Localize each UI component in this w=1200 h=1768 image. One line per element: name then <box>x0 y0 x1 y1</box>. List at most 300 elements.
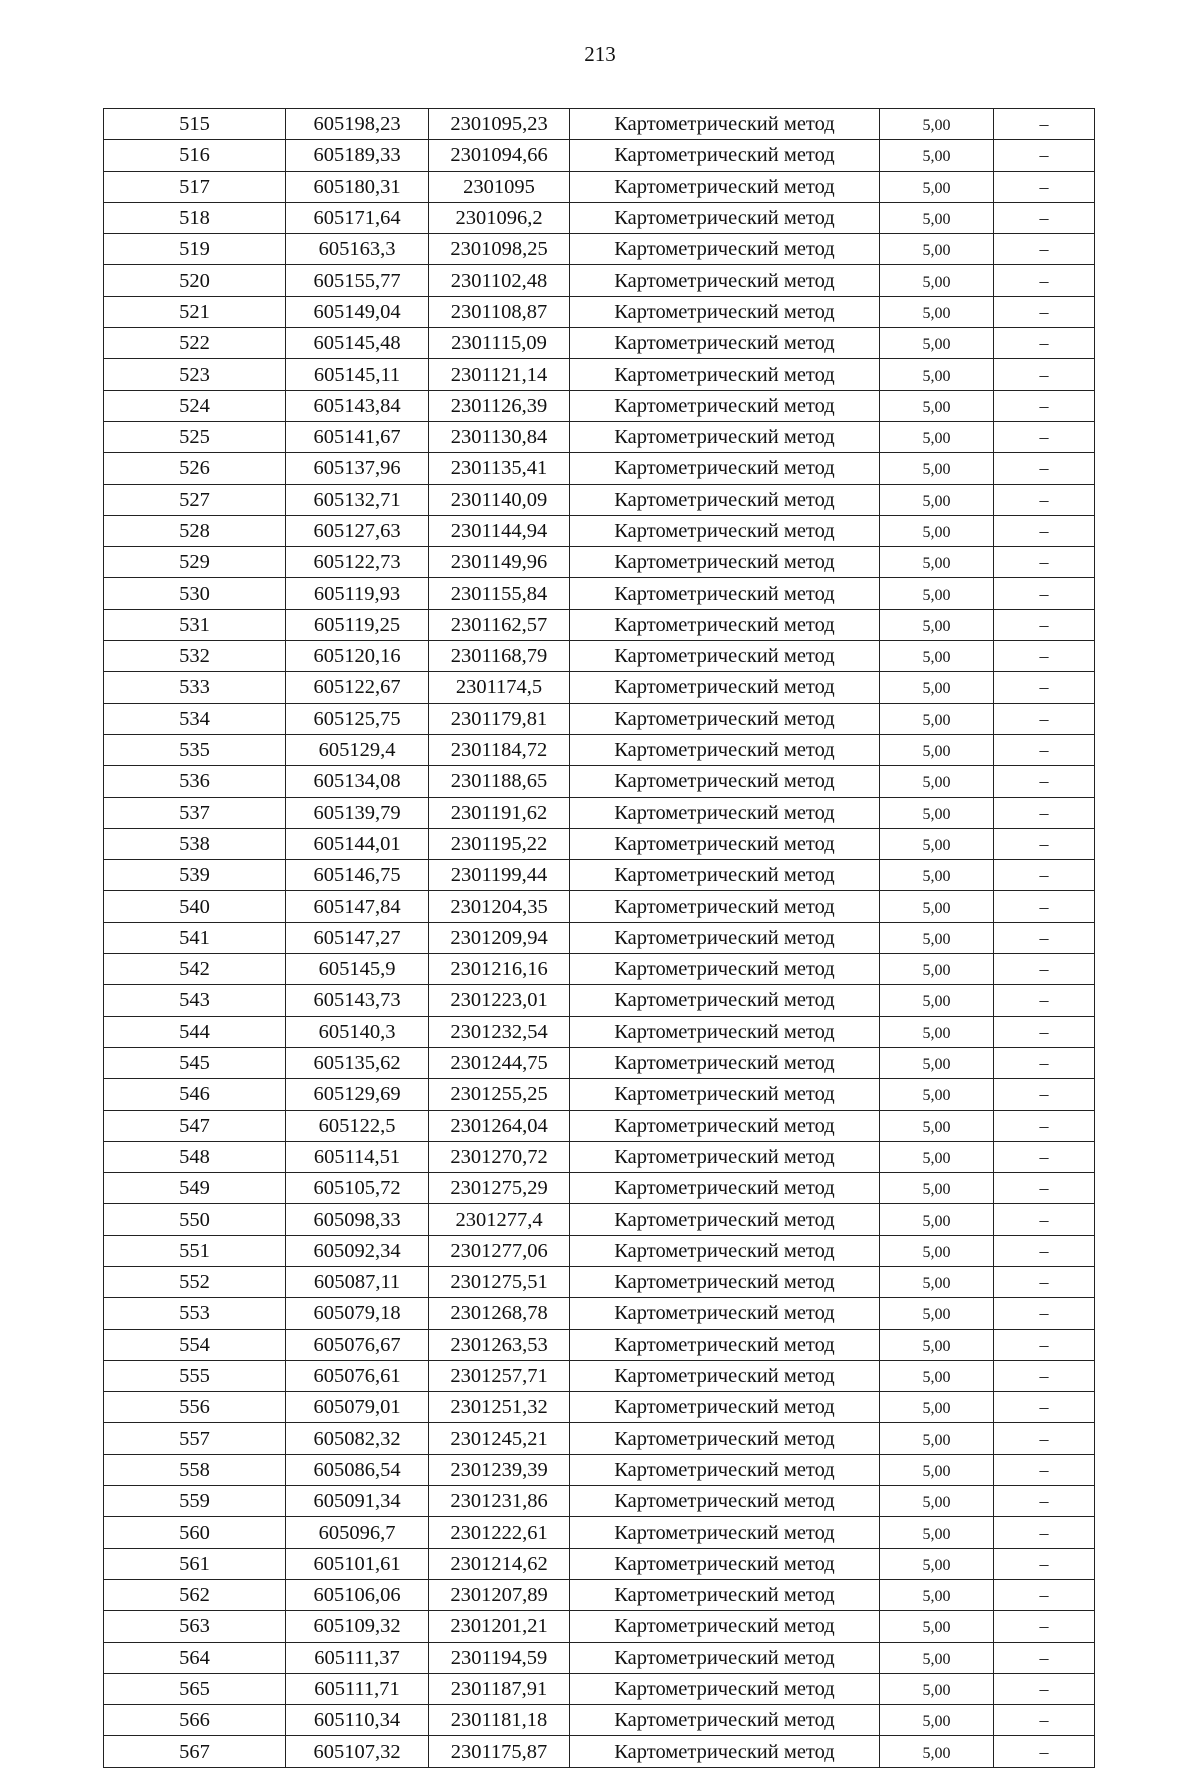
method-cell: Картометрический метод <box>570 1266 880 1297</box>
note-cell: – <box>994 1454 1095 1485</box>
accuracy-cell: 5,00 <box>880 1266 994 1297</box>
y-coordinate-cell: 2301115,09 <box>429 328 570 359</box>
y-coordinate-cell: 2301263,53 <box>429 1329 570 1360</box>
y-coordinate-cell: 2301270,72 <box>429 1141 570 1172</box>
note-cell: – <box>994 1517 1095 1548</box>
point-number-cell: 530 <box>104 578 286 609</box>
table-row <box>104 109 1095 140</box>
y-coordinate-cell: 2301098,25 <box>429 234 570 265</box>
accuracy-cell: 5,00 <box>880 1298 994 1329</box>
accuracy-cell: 5,00 <box>880 922 994 953</box>
table-row <box>104 922 1095 953</box>
y-coordinate-cell: 2301255,25 <box>429 1079 570 1110</box>
point-number-cell: 565 <box>104 1673 286 1704</box>
accuracy-cell: 5,00 <box>880 1392 994 1423</box>
y-coordinate-cell: 2301209,94 <box>429 922 570 953</box>
table-row <box>104 985 1095 1016</box>
method-cell: Картометрический метод <box>570 171 880 202</box>
accuracy-cell: 5,00 <box>880 296 994 327</box>
note-cell: – <box>994 453 1095 484</box>
table-row <box>104 1047 1095 1078</box>
x-coordinate-cell: 605125,75 <box>286 703 429 734</box>
table-row <box>104 171 1095 202</box>
x-coordinate-cell: 605189,33 <box>286 140 429 171</box>
x-coordinate-cell: 605119,93 <box>286 578 429 609</box>
accuracy-cell: 5,00 <box>880 1110 994 1141</box>
point-number-cell: 523 <box>104 359 286 390</box>
point-number-cell: 562 <box>104 1579 286 1610</box>
note-cell: – <box>994 766 1095 797</box>
y-coordinate-cell: 2301191,62 <box>429 797 570 828</box>
y-coordinate-cell: 2301257,71 <box>429 1360 570 1391</box>
accuracy-cell: 5,00 <box>880 1673 994 1704</box>
method-cell: Картометрический метод <box>570 1423 880 1454</box>
y-coordinate-cell: 2301108,87 <box>429 296 570 327</box>
point-number-cell: 515 <box>104 109 286 140</box>
note-cell: – <box>994 1423 1095 1454</box>
point-number-cell: 544 <box>104 1016 286 1047</box>
method-cell: Картометрический метод <box>570 1486 880 1517</box>
x-coordinate-cell: 605091,34 <box>286 1486 429 1517</box>
method-cell: Картометрический метод <box>570 453 880 484</box>
accuracy-cell: 5,00 <box>880 1486 994 1517</box>
accuracy-cell: 5,00 <box>880 1173 994 1204</box>
note-cell: – <box>994 1266 1095 1297</box>
table-row <box>104 672 1095 703</box>
table-row <box>104 1705 1095 1736</box>
point-number-cell: 524 <box>104 390 286 421</box>
note-cell: – <box>994 484 1095 515</box>
table-row <box>104 453 1095 484</box>
accuracy-cell: 5,00 <box>880 891 994 922</box>
table-row <box>104 1360 1095 1391</box>
point-number-cell: 541 <box>104 922 286 953</box>
accuracy-cell: 5,00 <box>880 1517 994 1548</box>
method-cell: Картометрический метод <box>570 359 880 390</box>
x-coordinate-cell: 605098,33 <box>286 1204 429 1235</box>
method-cell: Картометрический метод <box>570 954 880 985</box>
point-number-cell: 527 <box>104 484 286 515</box>
note-cell: – <box>994 328 1095 359</box>
y-coordinate-cell: 2301096,2 <box>429 202 570 233</box>
method-cell: Картометрический метод <box>570 484 880 515</box>
table-row <box>104 1173 1095 1204</box>
method-cell: Картометрический метод <box>570 1204 880 1235</box>
note-cell: – <box>994 547 1095 578</box>
accuracy-cell: 5,00 <box>880 828 994 859</box>
x-coordinate-cell: 605111,71 <box>286 1673 429 1704</box>
point-number-cell: 540 <box>104 891 286 922</box>
method-cell: Картометрический метод <box>570 734 880 765</box>
y-coordinate-cell: 2301102,48 <box>429 265 570 296</box>
table-row <box>104 547 1095 578</box>
point-number-cell: 535 <box>104 734 286 765</box>
note-cell: – <box>994 1548 1095 1579</box>
y-coordinate-cell: 2301264,04 <box>429 1110 570 1141</box>
x-coordinate-cell: 605122,67 <box>286 672 429 703</box>
y-coordinate-cell: 2301223,01 <box>429 985 570 1016</box>
accuracy-cell: 5,00 <box>880 1204 994 1235</box>
x-coordinate-cell: 605141,67 <box>286 421 429 452</box>
accuracy-cell: 5,00 <box>880 265 994 296</box>
table-row <box>104 1298 1095 1329</box>
accuracy-cell: 5,00 <box>880 578 994 609</box>
x-coordinate-cell: 605145,9 <box>286 954 429 985</box>
y-coordinate-cell: 2301195,22 <box>429 828 570 859</box>
y-coordinate-cell: 2301268,78 <box>429 1298 570 1329</box>
method-cell: Картометрический метод <box>570 140 880 171</box>
x-coordinate-cell: 605163,3 <box>286 234 429 265</box>
note-cell: – <box>994 1298 1095 1329</box>
accuracy-cell: 5,00 <box>880 1642 994 1673</box>
accuracy-cell: 5,00 <box>880 766 994 797</box>
table-row <box>104 1642 1095 1673</box>
note-cell: – <box>994 359 1095 390</box>
accuracy-cell: 5,00 <box>880 1579 994 1610</box>
table-row <box>104 1016 1095 1047</box>
table-row <box>104 954 1095 985</box>
point-number-cell: 537 <box>104 797 286 828</box>
table-body <box>104 109 1095 1768</box>
note-cell: – <box>994 109 1095 140</box>
point-number-cell: 531 <box>104 609 286 640</box>
table-row <box>104 1611 1095 1642</box>
x-coordinate-cell: 605144,01 <box>286 828 429 859</box>
method-cell: Картометрический метод <box>570 891 880 922</box>
method-cell: Картометрический метод <box>570 547 880 578</box>
method-cell: Картометрический метод <box>570 1110 880 1141</box>
method-cell: Картометрический метод <box>570 328 880 359</box>
table-row <box>104 1141 1095 1172</box>
table-row <box>104 1517 1095 1548</box>
note-cell: – <box>994 828 1095 859</box>
accuracy-cell: 5,00 <box>880 328 994 359</box>
note-cell: – <box>994 390 1095 421</box>
method-cell: Картометрический метод <box>570 1329 880 1360</box>
y-coordinate-cell: 2301201,21 <box>429 1611 570 1642</box>
x-coordinate-cell: 605119,25 <box>286 609 429 640</box>
y-coordinate-cell: 2301175,87 <box>429 1736 570 1767</box>
x-coordinate-cell: 605114,51 <box>286 1141 429 1172</box>
note-cell: – <box>994 1642 1095 1673</box>
y-coordinate-cell: 2301184,72 <box>429 734 570 765</box>
note-cell: – <box>994 1392 1095 1423</box>
point-number-cell: 555 <box>104 1360 286 1391</box>
y-coordinate-cell: 2301194,59 <box>429 1642 570 1673</box>
table-row <box>104 421 1095 452</box>
note-cell: – <box>994 1486 1095 1517</box>
note-cell: – <box>994 985 1095 1016</box>
x-coordinate-cell: 605132,71 <box>286 484 429 515</box>
y-coordinate-cell: 2301214,62 <box>429 1548 570 1579</box>
x-coordinate-cell: 605086,54 <box>286 1454 429 1485</box>
y-coordinate-cell: 2301144,94 <box>429 515 570 546</box>
note-cell: – <box>994 202 1095 233</box>
y-coordinate-cell: 2301095 <box>429 171 570 202</box>
point-number-cell: 539 <box>104 860 286 891</box>
note-cell: – <box>994 734 1095 765</box>
x-coordinate-cell: 605109,32 <box>286 1611 429 1642</box>
accuracy-cell: 5,00 <box>880 954 994 985</box>
method-cell: Картометрический метод <box>570 1079 880 1110</box>
accuracy-cell: 5,00 <box>880 421 994 452</box>
method-cell: Картометрический метод <box>570 609 880 640</box>
x-coordinate-cell: 605087,11 <box>286 1266 429 1297</box>
y-coordinate-cell: 2301277,06 <box>429 1235 570 1266</box>
method-cell: Картометрический метод <box>570 1673 880 1704</box>
point-number-cell: 533 <box>104 672 286 703</box>
method-cell: Картометрический метод <box>570 985 880 1016</box>
point-number-cell: 538 <box>104 828 286 859</box>
y-coordinate-cell: 2301140,09 <box>429 484 570 515</box>
table-row <box>104 1454 1095 1485</box>
y-coordinate-cell: 2301251,32 <box>429 1392 570 1423</box>
method-cell: Картометрический метод <box>570 1047 880 1078</box>
accuracy-cell: 5,00 <box>880 390 994 421</box>
accuracy-cell: 5,00 <box>880 734 994 765</box>
x-coordinate-cell: 605105,72 <box>286 1173 429 1204</box>
x-coordinate-cell: 605129,4 <box>286 734 429 765</box>
x-coordinate-cell: 605076,67 <box>286 1329 429 1360</box>
point-number-cell: 528 <box>104 515 286 546</box>
table-row <box>104 1673 1095 1704</box>
accuracy-cell: 5,00 <box>880 1611 994 1642</box>
point-number-cell: 546 <box>104 1079 286 1110</box>
x-coordinate-cell: 605171,64 <box>286 202 429 233</box>
method-cell: Картометрический метод <box>570 390 880 421</box>
method-cell: Картометрический метод <box>570 1611 880 1642</box>
accuracy-cell: 5,00 <box>880 703 994 734</box>
table-row <box>104 1392 1095 1423</box>
accuracy-cell: 5,00 <box>880 140 994 171</box>
note-cell: – <box>994 1673 1095 1704</box>
point-number-cell: 536 <box>104 766 286 797</box>
table-row <box>104 390 1095 421</box>
method-cell: Картометрический метод <box>570 1392 880 1423</box>
accuracy-cell: 5,00 <box>880 1736 994 1767</box>
method-cell: Картометрический метод <box>570 109 880 140</box>
accuracy-cell: 5,00 <box>880 1235 994 1266</box>
point-number-cell: 551 <box>104 1235 286 1266</box>
table-row <box>104 1579 1095 1610</box>
note-cell: – <box>994 1360 1095 1391</box>
y-coordinate-cell: 2301222,61 <box>429 1517 570 1548</box>
x-coordinate-cell: 605147,27 <box>286 922 429 953</box>
method-cell: Картометрический метод <box>570 797 880 828</box>
point-number-cell: 542 <box>104 954 286 985</box>
x-coordinate-cell: 605079,01 <box>286 1392 429 1423</box>
point-number-cell: 550 <box>104 1204 286 1235</box>
table-row <box>104 234 1095 265</box>
table-row <box>104 515 1095 546</box>
method-cell: Картометрический метод <box>570 1173 880 1204</box>
table-row <box>104 891 1095 922</box>
table-row <box>104 484 1095 515</box>
accuracy-cell: 5,00 <box>880 609 994 640</box>
x-coordinate-cell: 605127,63 <box>286 515 429 546</box>
y-coordinate-cell: 2301130,84 <box>429 421 570 452</box>
accuracy-cell: 5,00 <box>880 1079 994 1110</box>
point-number-cell: 552 <box>104 1266 286 1297</box>
y-coordinate-cell: 2301232,54 <box>429 1016 570 1047</box>
coordinates-table <box>103 108 1095 1768</box>
table-row <box>104 1329 1095 1360</box>
table-row <box>104 359 1095 390</box>
method-cell: Картометрический метод <box>570 1517 880 1548</box>
x-coordinate-cell: 605106,06 <box>286 1579 429 1610</box>
point-number-cell: 557 <box>104 1423 286 1454</box>
y-coordinate-cell: 2301162,57 <box>429 609 570 640</box>
note-cell: – <box>994 609 1095 640</box>
y-coordinate-cell: 2301277,4 <box>429 1204 570 1235</box>
accuracy-cell: 5,00 <box>880 359 994 390</box>
y-coordinate-cell: 2301168,79 <box>429 641 570 672</box>
table-row <box>104 860 1095 891</box>
x-coordinate-cell: 605129,69 <box>286 1079 429 1110</box>
accuracy-cell: 5,00 <box>880 1454 994 1485</box>
y-coordinate-cell: 2301275,29 <box>429 1173 570 1204</box>
accuracy-cell: 5,00 <box>880 1141 994 1172</box>
accuracy-cell: 5,00 <box>880 1016 994 1047</box>
table-row <box>104 609 1095 640</box>
x-coordinate-cell: 605139,79 <box>286 797 429 828</box>
method-cell: Картометрический метод <box>570 1705 880 1736</box>
x-coordinate-cell: 605145,11 <box>286 359 429 390</box>
point-number-cell: 560 <box>104 1517 286 1548</box>
x-coordinate-cell: 605155,77 <box>286 265 429 296</box>
x-coordinate-cell: 605120,16 <box>286 641 429 672</box>
note-cell: – <box>994 797 1095 828</box>
table-row <box>104 1266 1095 1297</box>
x-coordinate-cell: 605143,84 <box>286 390 429 421</box>
note-cell: – <box>994 171 1095 202</box>
table-row <box>104 1110 1095 1141</box>
note-cell: – <box>994 641 1095 672</box>
table-row <box>104 797 1095 828</box>
accuracy-cell: 5,00 <box>880 1329 994 1360</box>
method-cell: Картометрический метод <box>570 1642 880 1673</box>
accuracy-cell: 5,00 <box>880 1360 994 1391</box>
method-cell: Картометрический метод <box>570 421 880 452</box>
y-coordinate-cell: 2301094,66 <box>429 140 570 171</box>
accuracy-cell: 5,00 <box>880 109 994 140</box>
y-coordinate-cell: 2301216,16 <box>429 954 570 985</box>
y-coordinate-cell: 2301188,65 <box>429 766 570 797</box>
method-cell: Картометрический метод <box>570 703 880 734</box>
table-row <box>104 578 1095 609</box>
note-cell: – <box>994 1141 1095 1172</box>
x-coordinate-cell: 605135,62 <box>286 1047 429 1078</box>
table-row <box>104 641 1095 672</box>
point-number-cell: 525 <box>104 421 286 452</box>
accuracy-cell: 5,00 <box>880 1705 994 1736</box>
point-number-cell: 521 <box>104 296 286 327</box>
x-coordinate-cell: 605122,5 <box>286 1110 429 1141</box>
method-cell: Картометрический метод <box>570 641 880 672</box>
method-cell: Картометрический метод <box>570 1454 880 1485</box>
x-coordinate-cell: 605122,73 <box>286 547 429 578</box>
accuracy-cell: 5,00 <box>880 985 994 1016</box>
y-coordinate-cell: 2301181,18 <box>429 1705 570 1736</box>
y-coordinate-cell: 2301275,51 <box>429 1266 570 1297</box>
note-cell: – <box>994 1173 1095 1204</box>
point-number-cell: 559 <box>104 1486 286 1517</box>
method-cell: Картометрический метод <box>570 1016 880 1047</box>
point-number-cell: 567 <box>104 1736 286 1767</box>
point-number-cell: 529 <box>104 547 286 578</box>
x-coordinate-cell: 605082,32 <box>286 1423 429 1454</box>
note-cell: – <box>994 1016 1095 1047</box>
point-number-cell: 518 <box>104 202 286 233</box>
method-cell: Картометрический метод <box>570 922 880 953</box>
point-number-cell: 561 <box>104 1548 286 1579</box>
point-number-cell: 563 <box>104 1611 286 1642</box>
note-cell: – <box>994 672 1095 703</box>
point-number-cell: 532 <box>104 641 286 672</box>
y-coordinate-cell: 2301135,41 <box>429 453 570 484</box>
method-cell: Картометрический метод <box>570 828 880 859</box>
x-coordinate-cell: 605143,73 <box>286 985 429 1016</box>
y-coordinate-cell: 2301207,89 <box>429 1579 570 1610</box>
table-row <box>104 828 1095 859</box>
method-cell: Картометрический метод <box>570 1736 880 1767</box>
method-cell: Картометрический метод <box>570 860 880 891</box>
accuracy-cell: 5,00 <box>880 1423 994 1454</box>
note-cell: – <box>994 1047 1095 1078</box>
x-coordinate-cell: 605092,34 <box>286 1235 429 1266</box>
accuracy-cell: 5,00 <box>880 672 994 703</box>
y-coordinate-cell: 2301187,91 <box>429 1673 570 1704</box>
point-number-cell: 517 <box>104 171 286 202</box>
method-cell: Картометрический метод <box>570 515 880 546</box>
y-coordinate-cell: 2301174,5 <box>429 672 570 703</box>
note-cell: – <box>994 1079 1095 1110</box>
note-cell: – <box>994 1204 1095 1235</box>
point-number-cell: 549 <box>104 1173 286 1204</box>
x-coordinate-cell: 605111,37 <box>286 1642 429 1673</box>
table-row <box>104 766 1095 797</box>
point-number-cell: 547 <box>104 1110 286 1141</box>
y-coordinate-cell: 2301244,75 <box>429 1047 570 1078</box>
y-coordinate-cell: 2301179,81 <box>429 703 570 734</box>
y-coordinate-cell: 2301126,39 <box>429 390 570 421</box>
page-number: 213 <box>584 42 616 66</box>
note-cell: – <box>994 421 1095 452</box>
table-row <box>104 1235 1095 1266</box>
y-coordinate-cell: 2301121,14 <box>429 359 570 390</box>
accuracy-cell: 5,00 <box>880 1047 994 1078</box>
point-number-cell: 566 <box>104 1705 286 1736</box>
x-coordinate-cell: 605198,23 <box>286 109 429 140</box>
method-cell: Картометрический метод <box>570 1298 880 1329</box>
note-cell: – <box>994 578 1095 609</box>
y-coordinate-cell: 2301204,35 <box>429 891 570 922</box>
x-coordinate-cell: 605134,08 <box>286 766 429 797</box>
table-row <box>104 202 1095 233</box>
y-coordinate-cell: 2301149,96 <box>429 547 570 578</box>
accuracy-cell: 5,00 <box>880 547 994 578</box>
note-cell: – <box>994 1110 1095 1141</box>
note-cell: – <box>994 954 1095 985</box>
accuracy-cell: 5,00 <box>880 234 994 265</box>
note-cell: – <box>994 891 1095 922</box>
point-number-cell: 556 <box>104 1392 286 1423</box>
point-number-cell: 516 <box>104 140 286 171</box>
accuracy-cell: 5,00 <box>880 202 994 233</box>
x-coordinate-cell: 605076,61 <box>286 1360 429 1391</box>
note-cell: – <box>994 515 1095 546</box>
accuracy-cell: 5,00 <box>880 860 994 891</box>
